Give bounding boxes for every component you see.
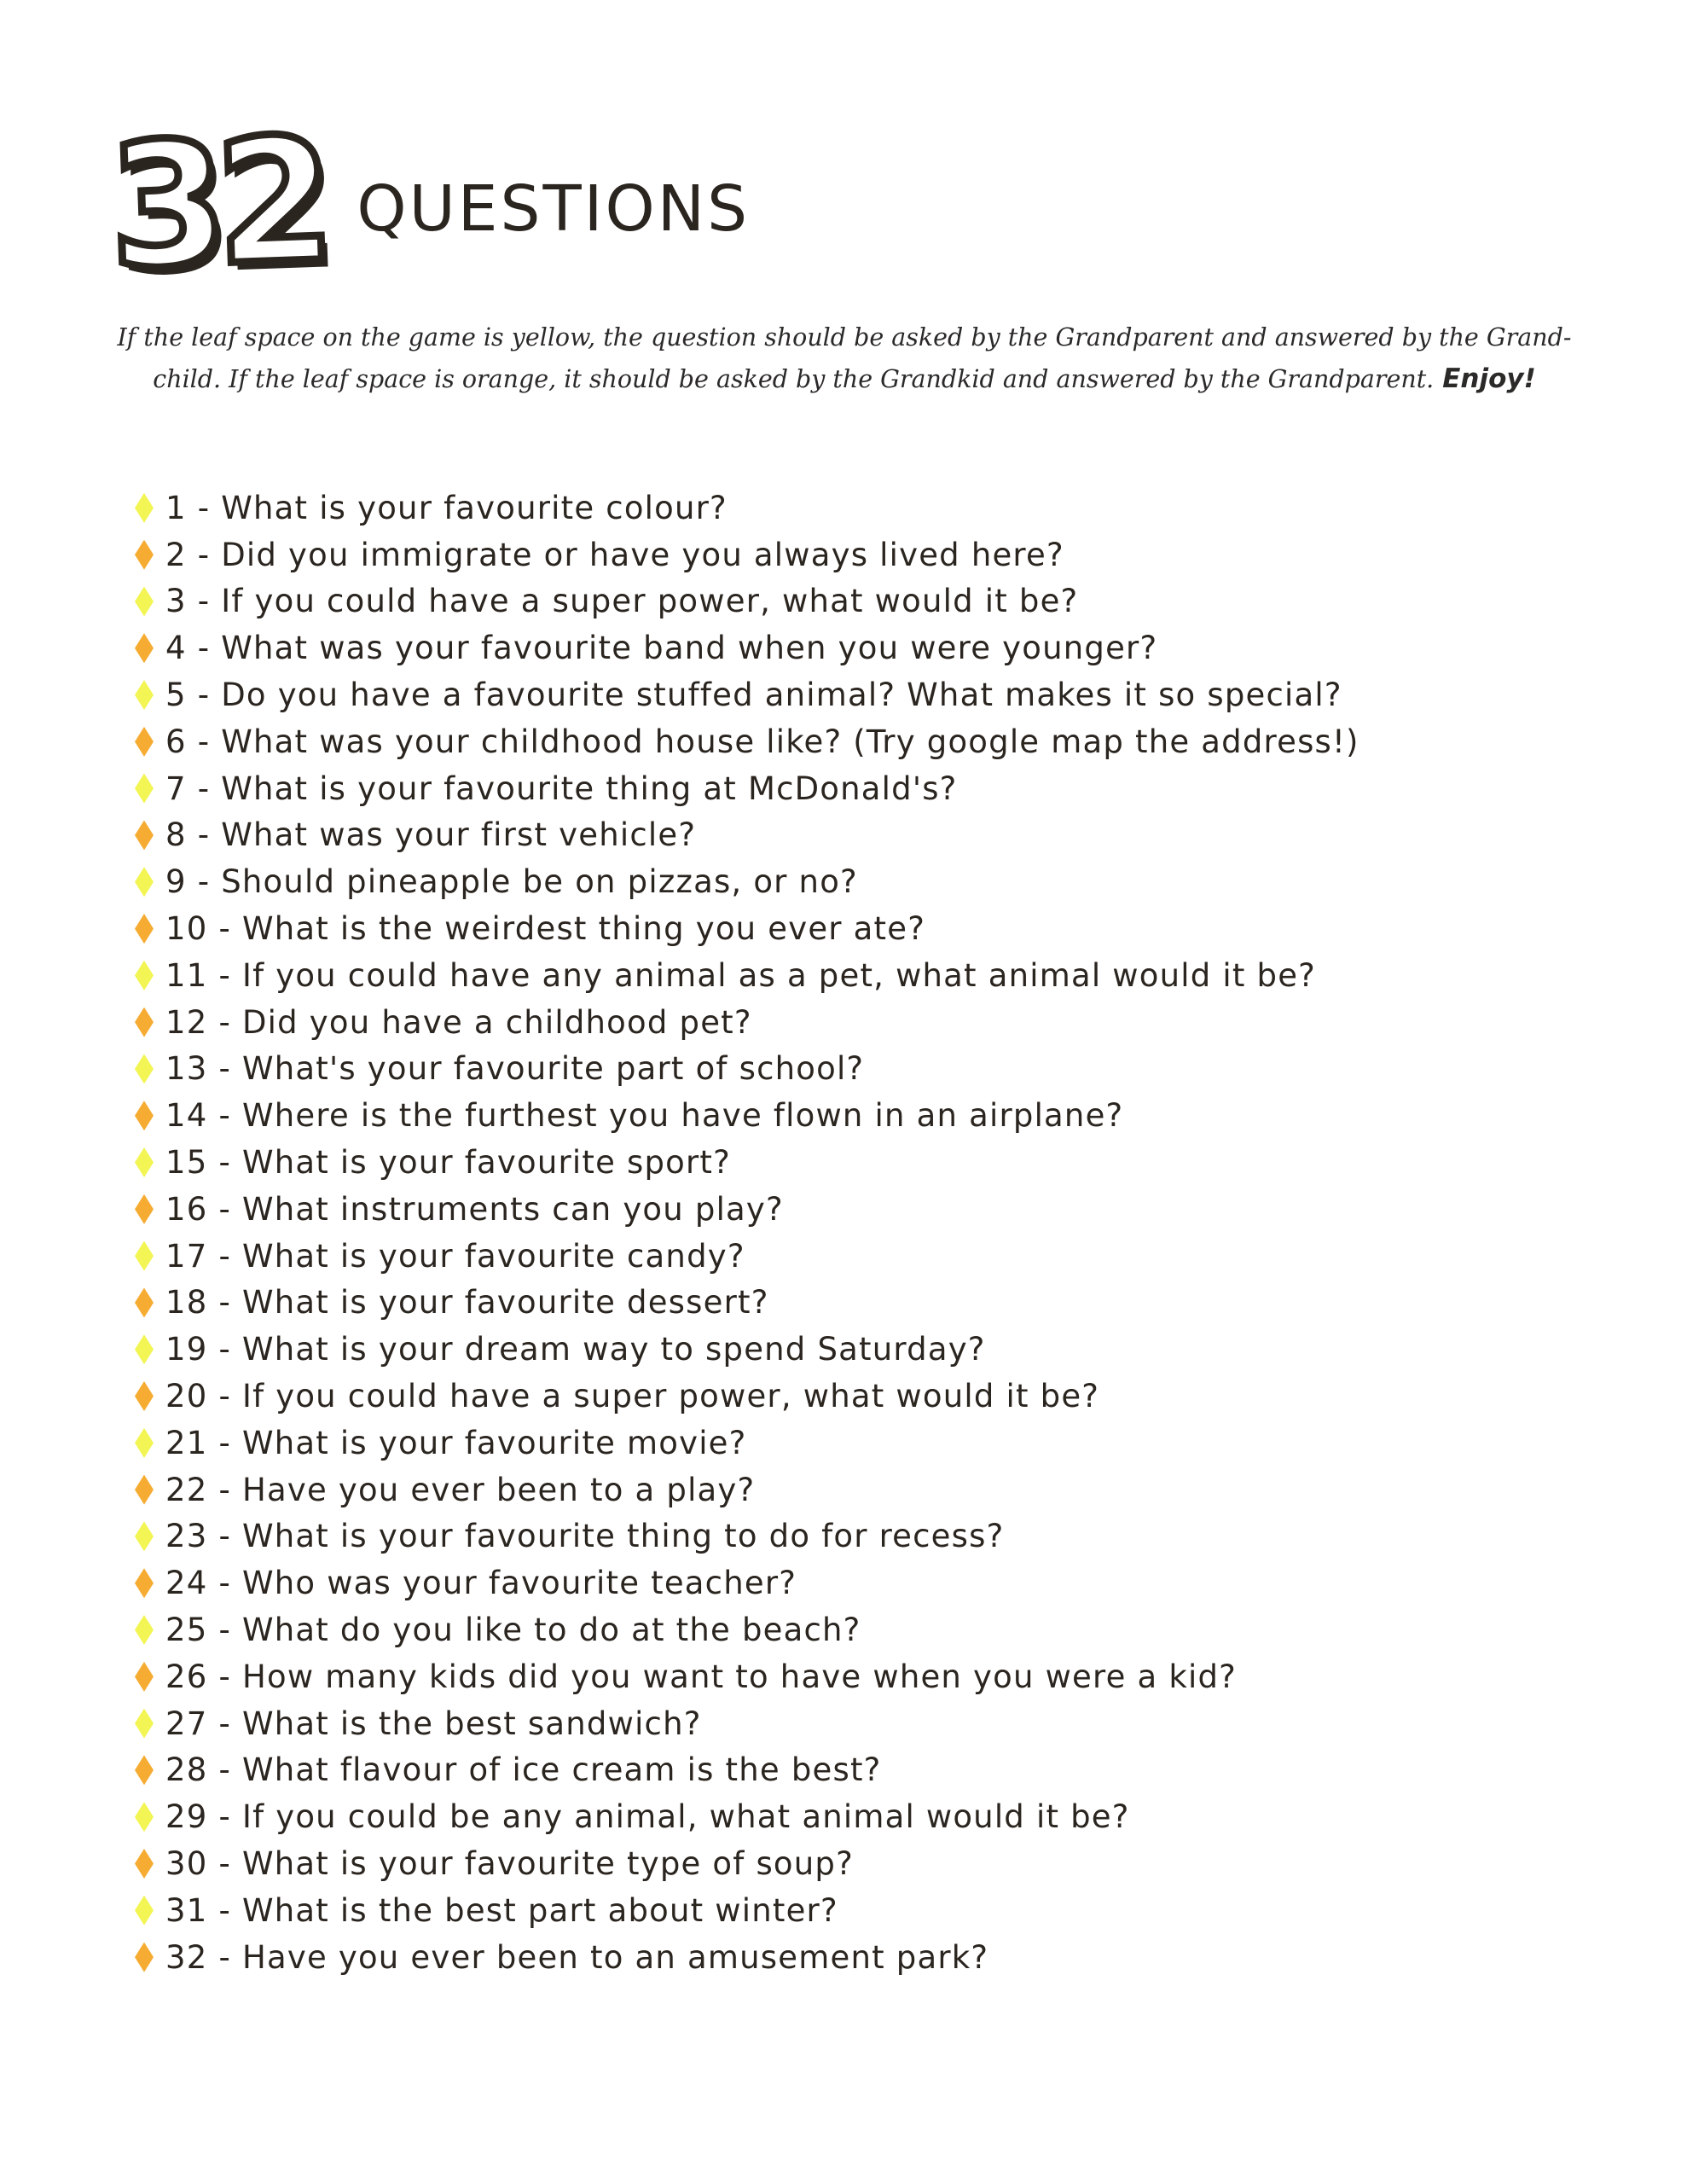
yellow-diamond-icon — [135, 1615, 154, 1645]
question-item — [135, 1420, 1359, 1467]
yellow-diamond-icon — [135, 1802, 154, 1832]
yellow-diamond-icon — [135, 1147, 154, 1177]
orange-diamond-icon — [135, 633, 154, 663]
question-text: 11 - If you could have any animal as a pet, what animal would it be? — [165, 956, 1316, 994]
question-text: 30 - What is your favourite type of soup? — [165, 1845, 854, 1882]
question-text: 3 - If you could have a super power, what would it be? — [165, 583, 1079, 620]
orange-diamond-icon — [135, 1101, 154, 1130]
question-item — [135, 812, 1359, 859]
yellow-diamond-icon — [135, 1709, 154, 1739]
question-item — [135, 671, 1359, 718]
question-text: 5 - Do you have a favourite stuffed animal? What makes it so special? — [165, 677, 1342, 714]
question-item — [135, 1700, 1359, 1747]
orange-diamond-icon — [135, 1662, 154, 1692]
yellow-diamond-icon — [135, 493, 154, 523]
question-text: 15 - What is your favourite sport? — [165, 1144, 731, 1182]
yellow-diamond-icon — [135, 1241, 154, 1271]
question-text: 22 - Have you ever been to a play? — [165, 1471, 756, 1508]
question-item — [135, 1560, 1359, 1606]
page-title: QUESTIONS — [357, 172, 751, 246]
question-item — [135, 531, 1359, 578]
question-text: 1 - What is your favourite colour? — [165, 489, 728, 526]
question-item — [135, 1326, 1359, 1373]
question-text: 14 - Where is the furthest you have flown in an airplane? — [165, 1097, 1124, 1135]
question-item — [135, 1887, 1359, 1934]
question-item — [135, 624, 1359, 671]
question-item — [135, 1653, 1359, 1700]
question-text: 17 - What is your favourite candy? — [165, 1237, 745, 1275]
orange-diamond-icon — [135, 1194, 154, 1224]
question-text: 4 - What was your favourite band when you were younger? — [165, 630, 1158, 667]
question-item — [135, 1186, 1359, 1233]
question-item — [135, 578, 1359, 625]
question-text: 24 - Who was your favourite teacher? — [165, 1565, 797, 1602]
orange-diamond-icon — [135, 1475, 154, 1505]
question-item — [135, 485, 1359, 531]
question-text: 28 - What flavour of ice cream is the best? — [165, 1751, 882, 1789]
instructions-line-1: If the leaf space on the game is yellow, the question should be asked by the Grandparent and answered by the Grand- — [117, 323, 1572, 351]
yellow-diamond-icon — [135, 1896, 154, 1926]
question-item — [135, 905, 1359, 952]
question-text: 2 - Did you immigrate or have you always lived here? — [165, 536, 1064, 573]
title-number: 32 — [105, 101, 327, 308]
question-item — [135, 1280, 1359, 1327]
question-item — [135, 1092, 1359, 1139]
instructions-line-2 — [111, 358, 1578, 400]
yellow-diamond-icon — [135, 1521, 154, 1551]
orange-diamond-icon — [135, 540, 154, 570]
question-text: 12 - Did you have a childhood pet? — [165, 1003, 752, 1041]
question-item — [135, 858, 1359, 905]
question-text: 10 - What is the weirdest thing you ever ate? — [165, 910, 926, 948]
question-item — [135, 1046, 1359, 1093]
instructions-paragraph — [111, 317, 1578, 400]
question-text: 26 - How many kids did you want to have when you were a kid? — [165, 1658, 1237, 1695]
question-text: 19 - What is your dream way to spend Saturday? — [165, 1331, 986, 1368]
question-item — [135, 1513, 1359, 1560]
orange-diamond-icon — [135, 1381, 154, 1411]
question-text: 16 - What instruments can you play? — [165, 1190, 784, 1228]
question-item — [135, 1373, 1359, 1420]
question-item — [135, 1606, 1359, 1653]
question-text: 32 - Have you ever been to an amusement park? — [165, 1938, 989, 1976]
question-list — [135, 485, 1359, 1981]
question-text: 25 - What do you like to do at the beach? — [165, 1612, 861, 1649]
question-text: 27 - What is the best sandwich? — [165, 1705, 702, 1742]
question-item — [135, 1747, 1359, 1794]
question-text: 23 - What is your favourite thing to do for recess? — [165, 1518, 1005, 1555]
instructions-line-2-text: child. If the leaf space is orange, it should be asked by the Grandkid and answered by the Grandparent. — [153, 365, 1435, 393]
yellow-diamond-icon — [135, 961, 154, 990]
question-item — [135, 1233, 1359, 1280]
orange-diamond-icon — [135, 1568, 154, 1598]
enjoy-text: Enjoy! — [1442, 363, 1536, 394]
page-header — [105, 101, 751, 308]
orange-diamond-icon — [135, 1008, 154, 1037]
question-text: 8 - What was your first vehicle? — [165, 816, 697, 854]
question-item — [135, 718, 1359, 765]
question-item — [135, 1467, 1359, 1513]
question-text: 9 - Should pineapple be on pizzas, or no? — [165, 863, 858, 901]
question-item — [135, 1793, 1359, 1840]
orange-diamond-icon — [135, 1287, 154, 1317]
yellow-diamond-icon — [135, 1054, 154, 1083]
question-text: 20 - If you could have a super power, what would it be? — [165, 1378, 1100, 1415]
yellow-diamond-icon — [135, 1428, 154, 1458]
question-item — [135, 1139, 1359, 1186]
question-text: 6 - What was your childhood house like? (Try google map the address!) — [165, 723, 1359, 760]
question-text: 7 - What is your favourite thing at McDonald's? — [165, 770, 958, 807]
question-item — [135, 1840, 1359, 1887]
yellow-diamond-icon — [135, 867, 154, 897]
orange-diamond-icon — [135, 1755, 154, 1785]
question-text: 31 - What is the best part about winter? — [165, 1891, 838, 1929]
orange-diamond-icon — [135, 727, 154, 757]
question-text: 13 - What's your favourite part of school? — [165, 1050, 865, 1088]
question-item — [135, 1934, 1359, 1981]
yellow-diamond-icon — [135, 774, 154, 804]
yellow-diamond-icon — [135, 1334, 154, 1364]
orange-diamond-icon — [135, 820, 154, 850]
question-item — [135, 999, 1359, 1046]
orange-diamond-icon — [135, 1849, 154, 1879]
yellow-diamond-icon — [135, 680, 154, 710]
question-item — [135, 765, 1359, 812]
question-text: 29 - If you could be any animal, what animal would it be? — [165, 1798, 1130, 1836]
yellow-diamond-icon — [135, 586, 154, 616]
question-text: 21 - What is your favourite movie? — [165, 1424, 747, 1461]
orange-diamond-icon — [135, 1943, 154, 1972]
orange-diamond-icon — [135, 914, 154, 944]
question-text: 18 - What is your favourite dessert? — [165, 1284, 769, 1321]
question-item — [135, 952, 1359, 999]
